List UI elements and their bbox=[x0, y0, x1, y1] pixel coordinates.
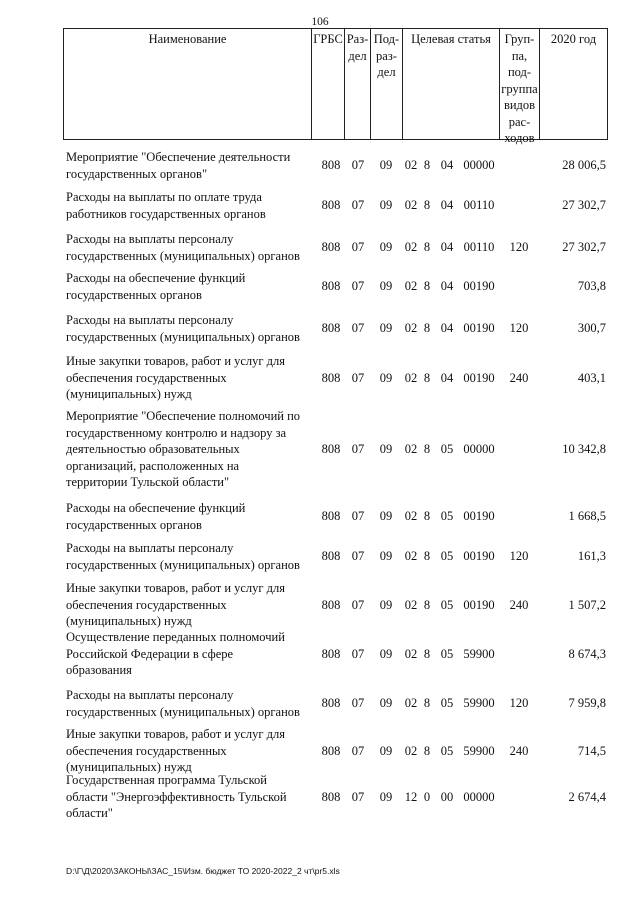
amount-cell: 1 668,5 bbox=[568, 509, 606, 523]
target-article-type-cell: 8 bbox=[423, 647, 431, 661]
header-grbs: ГРБС bbox=[311, 28, 345, 140]
expense-group-cell: 120 bbox=[509, 549, 529, 563]
row-name: Расходы на обеспечение функций государственных органов bbox=[66, 501, 246, 532]
target-article-event-cell: 05 bbox=[440, 696, 454, 710]
podrazdel-cell: 09 bbox=[379, 598, 393, 612]
target-article-direction-cell: 59900 bbox=[463, 647, 495, 661]
target-article-program-cell: 02 bbox=[404, 549, 418, 563]
target-article-program-cell: 02 bbox=[404, 240, 418, 254]
target-article-event-cell: 05 bbox=[440, 598, 454, 612]
razdel-cell: 07 bbox=[351, 509, 365, 523]
header-podrazdel: Под- раз- дел bbox=[370, 28, 403, 140]
podrazdel-cell: 09 bbox=[379, 549, 393, 563]
target-article-direction-cell: 00000 bbox=[463, 790, 495, 804]
target-article-program-cell: 02 bbox=[404, 321, 418, 335]
target-article-event-cell: 04 bbox=[440, 240, 454, 254]
razdel-cell: 07 bbox=[351, 790, 365, 804]
expense-group-cell: 240 bbox=[509, 744, 529, 758]
expense-group-cell: 120 bbox=[509, 696, 529, 710]
target-article-type-cell: 8 bbox=[423, 321, 431, 335]
header-name: Наименование bbox=[63, 28, 312, 140]
grbs-cell: 808 bbox=[321, 509, 341, 523]
amount-cell: 8 674,3 bbox=[568, 647, 606, 661]
target-article-type-cell: 8 bbox=[423, 549, 431, 563]
razdel-cell: 07 bbox=[351, 598, 365, 612]
podrazdel-cell: 09 bbox=[379, 158, 393, 172]
razdel-cell: 07 bbox=[351, 240, 365, 254]
expense-group-cell: 240 bbox=[509, 598, 529, 612]
target-article-event-cell: 04 bbox=[440, 198, 454, 212]
target-article-event-cell: 04 bbox=[440, 321, 454, 335]
target-article-program-cell: 02 bbox=[404, 198, 418, 212]
row-name: Иные закупки товаров, работ и услуг для обеспечения государственных (муниципальных) нужд bbox=[66, 354, 286, 401]
target-article-type-cell: 8 bbox=[423, 158, 431, 172]
amount-cell: 27 302,7 bbox=[562, 240, 606, 254]
target-article-type-cell: 8 bbox=[423, 442, 431, 456]
target-article-direction-cell: 00190 bbox=[463, 371, 495, 385]
razdel-cell: 07 bbox=[351, 696, 365, 710]
target-article-direction-cell: 00000 bbox=[463, 442, 495, 456]
razdel-cell: 07 bbox=[351, 549, 365, 563]
target-article-type-cell: 8 bbox=[423, 240, 431, 254]
header-razdel: Раз- дел bbox=[344, 28, 371, 140]
page-number: 106 bbox=[311, 16, 329, 28]
expense-group-cell: 120 bbox=[509, 240, 529, 254]
target-article-program-cell: 02 bbox=[404, 158, 418, 172]
row-name: Расходы на выплаты по оплате труда работников государственных органов bbox=[66, 190, 266, 221]
target-article-program-cell: 02 bbox=[404, 279, 418, 293]
amount-cell: 28 006,5 bbox=[562, 158, 606, 172]
amount-cell: 403,1 bbox=[577, 371, 606, 385]
razdel-cell: 07 bbox=[351, 744, 365, 758]
target-article-direction-cell: 00110 bbox=[463, 198, 495, 212]
grbs-cell: 808 bbox=[321, 696, 341, 710]
target-article-type-cell: 0 bbox=[423, 790, 431, 804]
row-name: Расходы на выплаты персоналу государственных (муниципальных) органов bbox=[66, 688, 300, 719]
amount-cell: 27 302,7 bbox=[562, 198, 606, 212]
header-expense-group: Груп- па, под- группа видов рас- ходов bbox=[499, 28, 540, 140]
grbs-cell: 808 bbox=[321, 279, 341, 293]
target-article-type-cell: 8 bbox=[423, 509, 431, 523]
target-article-direction-cell: 59900 bbox=[463, 744, 495, 758]
podrazdel-cell: 09 bbox=[379, 279, 393, 293]
razdel-cell: 07 bbox=[351, 442, 365, 456]
target-article-event-cell: 04 bbox=[440, 371, 454, 385]
razdel-cell: 07 bbox=[351, 279, 365, 293]
target-article-program-cell: 12 bbox=[404, 790, 418, 804]
target-article-program-cell: 02 bbox=[404, 647, 418, 661]
row-name: Расходы на выплаты персоналу государственных (муниципальных) органов bbox=[66, 313, 300, 344]
grbs-cell: 808 bbox=[321, 549, 341, 563]
grbs-cell: 808 bbox=[321, 442, 341, 456]
target-article-direction-cell: 00190 bbox=[463, 321, 495, 335]
target-article-type-cell: 8 bbox=[423, 598, 431, 612]
razdel-cell: 07 bbox=[351, 647, 365, 661]
podrazdel-cell: 09 bbox=[379, 371, 393, 385]
amount-cell: 7 959,8 bbox=[568, 696, 606, 710]
podrazdel-cell: 09 bbox=[379, 240, 393, 254]
target-article-type-cell: 8 bbox=[423, 279, 431, 293]
target-article-event-cell: 04 bbox=[440, 158, 454, 172]
target-article-event-cell: 05 bbox=[440, 509, 454, 523]
amount-cell: 2 674,4 bbox=[568, 790, 606, 804]
target-article-direction-cell: 00000 bbox=[463, 158, 495, 172]
target-article-type-cell: 8 bbox=[423, 696, 431, 710]
grbs-cell: 808 bbox=[321, 158, 341, 172]
target-article-event-cell: 05 bbox=[440, 549, 454, 563]
podrazdel-cell: 09 bbox=[379, 509, 393, 523]
row-name: Расходы на обеспечение функций государственных органов bbox=[66, 271, 246, 302]
target-article-direction-cell: 00110 bbox=[463, 240, 495, 254]
amount-cell: 714,5 bbox=[577, 744, 606, 758]
target-article-event-cell: 05 bbox=[440, 647, 454, 661]
row-name: Иные закупки товаров, работ и услуг для обеспечения государственных (муниципальных) нужд bbox=[66, 581, 286, 628]
target-article-program-cell: 02 bbox=[404, 509, 418, 523]
target-article-type-cell: 8 bbox=[423, 744, 431, 758]
header-year: 2020 год bbox=[539, 28, 608, 140]
row-name: Расходы на выплаты персоналу государственных (муниципальных) органов bbox=[66, 541, 300, 572]
podrazdel-cell: 09 bbox=[379, 321, 393, 335]
target-article-direction-cell: 00190 bbox=[463, 509, 495, 523]
razdel-cell: 07 bbox=[351, 371, 365, 385]
podrazdel-cell: 09 bbox=[379, 744, 393, 758]
target-article-program-cell: 02 bbox=[404, 696, 418, 710]
row-name: Иные закупки товаров, работ и услуг для обеспечения государственных (муниципальных) нужд bbox=[66, 727, 286, 774]
grbs-cell: 808 bbox=[321, 647, 341, 661]
grbs-cell: 808 bbox=[321, 198, 341, 212]
podrazdel-cell: 09 bbox=[379, 696, 393, 710]
header-target-article: Целевая статья bbox=[402, 28, 500, 140]
target-article-direction-cell: 00190 bbox=[463, 279, 495, 293]
row-name: Мероприятие "Обеспечение полномочий по государственному контролю и надзору за деятельностью образовательных организаций, расположенных на территории Тульской области" bbox=[66, 409, 301, 489]
amount-cell: 1 507,2 bbox=[568, 598, 606, 612]
target-article-program-cell: 02 bbox=[404, 744, 418, 758]
target-article-direction-cell: 59900 bbox=[463, 696, 495, 710]
razdel-cell: 07 bbox=[351, 321, 365, 335]
target-article-event-cell: 05 bbox=[440, 744, 454, 758]
target-article-event-cell: 00 bbox=[440, 790, 454, 804]
row-name: Осуществление переданных полномочий Российской Федерации в сфере образования bbox=[66, 630, 285, 677]
podrazdel-cell: 09 bbox=[379, 198, 393, 212]
amount-cell: 10 342,8 bbox=[562, 442, 606, 456]
target-article-program-cell: 02 bbox=[404, 371, 418, 385]
grbs-cell: 808 bbox=[321, 598, 341, 612]
podrazdel-cell: 09 bbox=[379, 442, 393, 456]
amount-cell: 161,3 bbox=[577, 549, 606, 563]
razdel-cell: 07 bbox=[351, 198, 365, 212]
table-header bbox=[63, 28, 608, 145]
podrazdel-cell: 09 bbox=[379, 790, 393, 804]
row-name: Расходы на выплаты персоналу государственных (муниципальных) органов bbox=[66, 232, 300, 263]
grbs-cell: 808 bbox=[321, 744, 341, 758]
expense-group-cell: 120 bbox=[509, 321, 529, 335]
target-article-event-cell: 04 bbox=[440, 279, 454, 293]
target-article-event-cell: 05 bbox=[440, 442, 454, 456]
file-path-footer: D:\Г\Д\2020\ЗАКОНЫ\ЗАС_15\Изм. бюджет ТО 2020-2022_2 чт\pr5.xls bbox=[66, 866, 340, 876]
row-name: Государственная программа Тульской области "Энергоэффективность Тульской области" bbox=[66, 773, 287, 820]
target-article-type-cell: 8 bbox=[423, 198, 431, 212]
amount-cell: 300,7 bbox=[577, 321, 606, 335]
target-article-direction-cell: 00190 bbox=[463, 549, 495, 563]
row-name: Мероприятие "Обеспечение деятельности государственных органов" bbox=[66, 150, 291, 181]
grbs-cell: 808 bbox=[321, 321, 341, 335]
grbs-cell: 808 bbox=[321, 790, 341, 804]
target-article-program-cell: 02 bbox=[404, 442, 418, 456]
target-article-direction-cell: 00190 bbox=[463, 598, 495, 612]
grbs-cell: 808 bbox=[321, 240, 341, 254]
expense-group-cell: 240 bbox=[509, 371, 529, 385]
razdel-cell: 07 bbox=[351, 158, 365, 172]
podrazdel-cell: 09 bbox=[379, 647, 393, 661]
target-article-program-cell: 02 bbox=[404, 598, 418, 612]
target-article-type-cell: 8 bbox=[423, 371, 431, 385]
grbs-cell: 808 bbox=[321, 371, 341, 385]
amount-cell: 703,8 bbox=[577, 279, 606, 293]
